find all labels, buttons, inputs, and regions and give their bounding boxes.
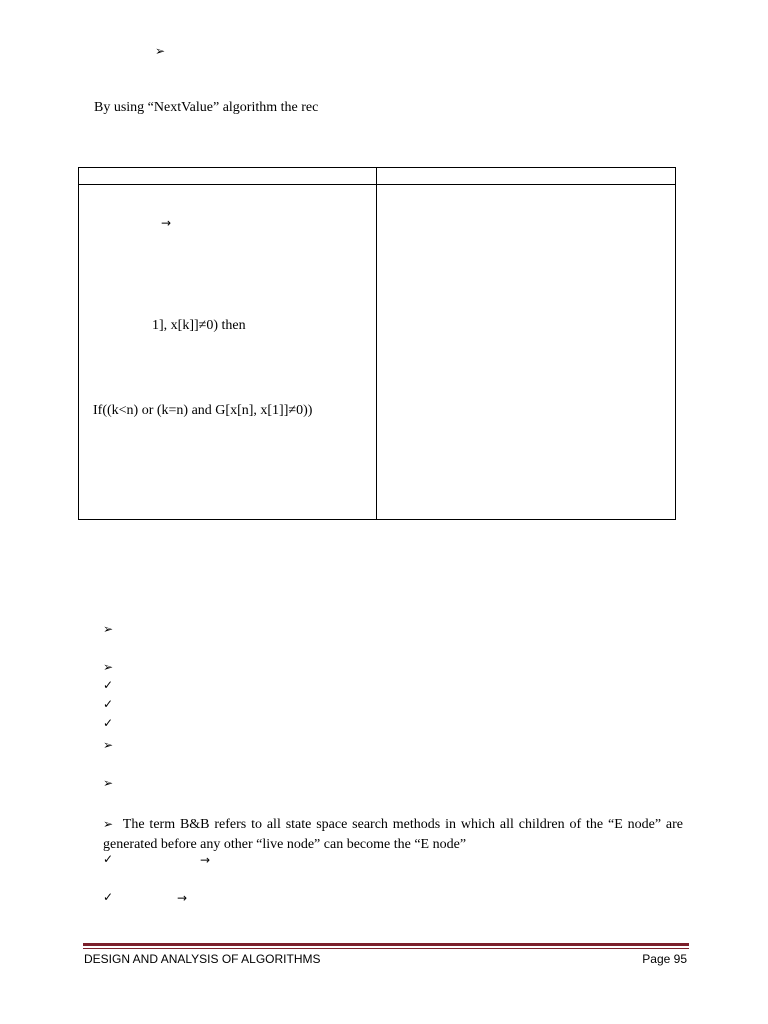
algorithm-line-2: If((k<n) or (k=n) and G[x[n], x[1]]≠0)) [93,403,313,418]
arrowhead-bullet-icon: ➢ [103,817,114,831]
algorithm-code-cell [79,185,377,520]
arrowhead-bullet-icon: ➢ [103,738,114,752]
table-header-cell-left [79,168,377,185]
footer-rule-thick [83,943,689,946]
footer-page-number: Page 95 [642,952,687,966]
bb-paragraph [103,814,683,855]
arrowhead-bullet-icon: ➢ [155,44,166,58]
intro-line: By using “NextValue” algorithm the rec [94,100,319,115]
bb-paragraph-text: The term B&B refers to all state space search methods in which all children of the “E node” are generated before any other “live node” can become the “E node” [103,817,684,852]
algorithm-notes-cell [377,185,676,520]
table-header-row [79,168,676,185]
footer-title: DESIGN AND ANALYSIS OF ALGORITHMS [84,952,321,966]
right-arrow-icon: → [200,853,211,867]
algorithm-table [78,167,676,520]
right-arrow-icon: → [177,891,188,905]
check-bullet-icon: ✓ [103,716,114,730]
check-bullet-icon: ✓ [103,852,114,866]
footer-rule-thin [83,948,689,949]
arrowhead-bullet-icon: ➢ [103,622,114,636]
check-bullet-icon: ✓ [103,890,114,904]
arrowhead-bullet-icon: ➢ [103,660,114,674]
check-bullet-icon: ✓ [103,697,114,711]
arrowhead-bullet-icon: ➢ [103,776,114,790]
table-body-row [79,185,676,520]
algorithm-line-1: 1], x[k]]≠0) then [152,318,246,333]
right-arrow-icon: → [161,216,172,230]
check-bullet-icon: ✓ [103,678,114,692]
table-header-cell-right [377,168,676,185]
